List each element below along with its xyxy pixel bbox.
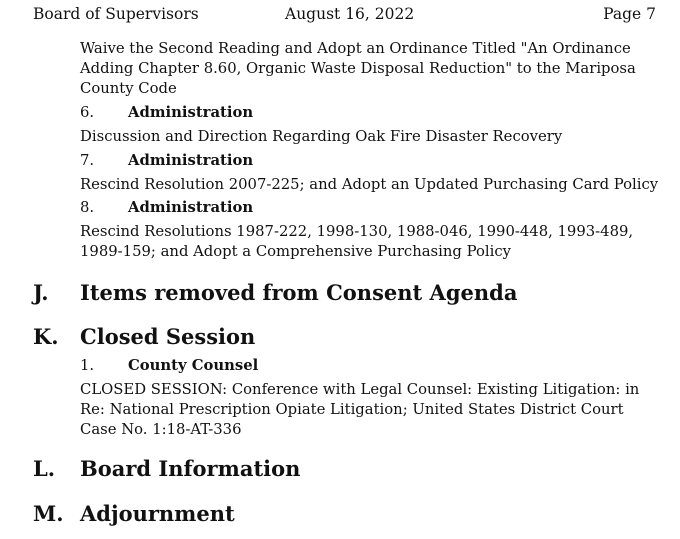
section-l-heading — [33, 456, 300, 482]
item-6-department: Administration — [128, 104, 254, 121]
section-l-title: Board Information — [80, 456, 301, 481]
section-k-heading — [33, 324, 255, 350]
section-m-heading — [33, 501, 235, 527]
item-7-description: Rescind Resolution 2007-225; and Adopt an Updated Purchasing Card Policy — [80, 176, 659, 193]
section-j-heading — [33, 280, 517, 306]
item-8-number: 8. — [80, 199, 95, 216]
header-date: August 16, 2022 — [285, 5, 415, 23]
section-k-item-1-description: CLOSED SESSION: Conference with Legal Counsel: Existing Litigation: in Re: National Prescription Opiate Litigation; United States District Court Case No. 1:18-AT-336 — [80, 381, 640, 438]
item-5-description: Waive the Second Reading and Adopt an Ordinance Titled "An Ordinance Adding Chapter 8.60, Organic Waste Disposal Reduction" to the Mariposa County Code — [80, 40, 636, 97]
item-6-description: Discussion and Direction Regarding Oak Fire Disaster Recovery — [80, 128, 563, 145]
section-k-letter: K. — [33, 324, 59, 349]
section-l-letter: L. — [33, 456, 56, 481]
item-8-department: Administration — [128, 199, 254, 216]
item-7-department: Administration — [128, 152, 254, 169]
section-k-item-1-number: 1. — [80, 357, 95, 374]
section-j-title: Items removed from Consent Agenda — [80, 280, 518, 305]
section-j-letter: J. — [33, 280, 49, 305]
item-8-heading — [80, 198, 253, 218]
section-k-item-1-department: County Counsel — [128, 357, 259, 374]
section-m-title: Adjournment — [80, 501, 235, 526]
header-board-name: Board of Supervisors — [33, 5, 199, 23]
item-6-number: 6. — [80, 104, 95, 121]
header-page-number: Page 7 — [603, 5, 656, 23]
section-k-title: Closed Session — [80, 324, 256, 349]
item-6-heading — [80, 103, 253, 123]
item-7-heading — [80, 151, 253, 171]
section-k-item-1-heading — [80, 356, 258, 376]
item-7-number: 7. — [80, 152, 95, 169]
section-m-letter: M. — [33, 501, 64, 526]
item-8-description: Rescind Resolutions 1987-222, 1998-130, 1988-046, 1990-448, 1993-489, 1989-159; and Adopt a Comprehensive Purchasing Policy — [80, 223, 634, 260]
